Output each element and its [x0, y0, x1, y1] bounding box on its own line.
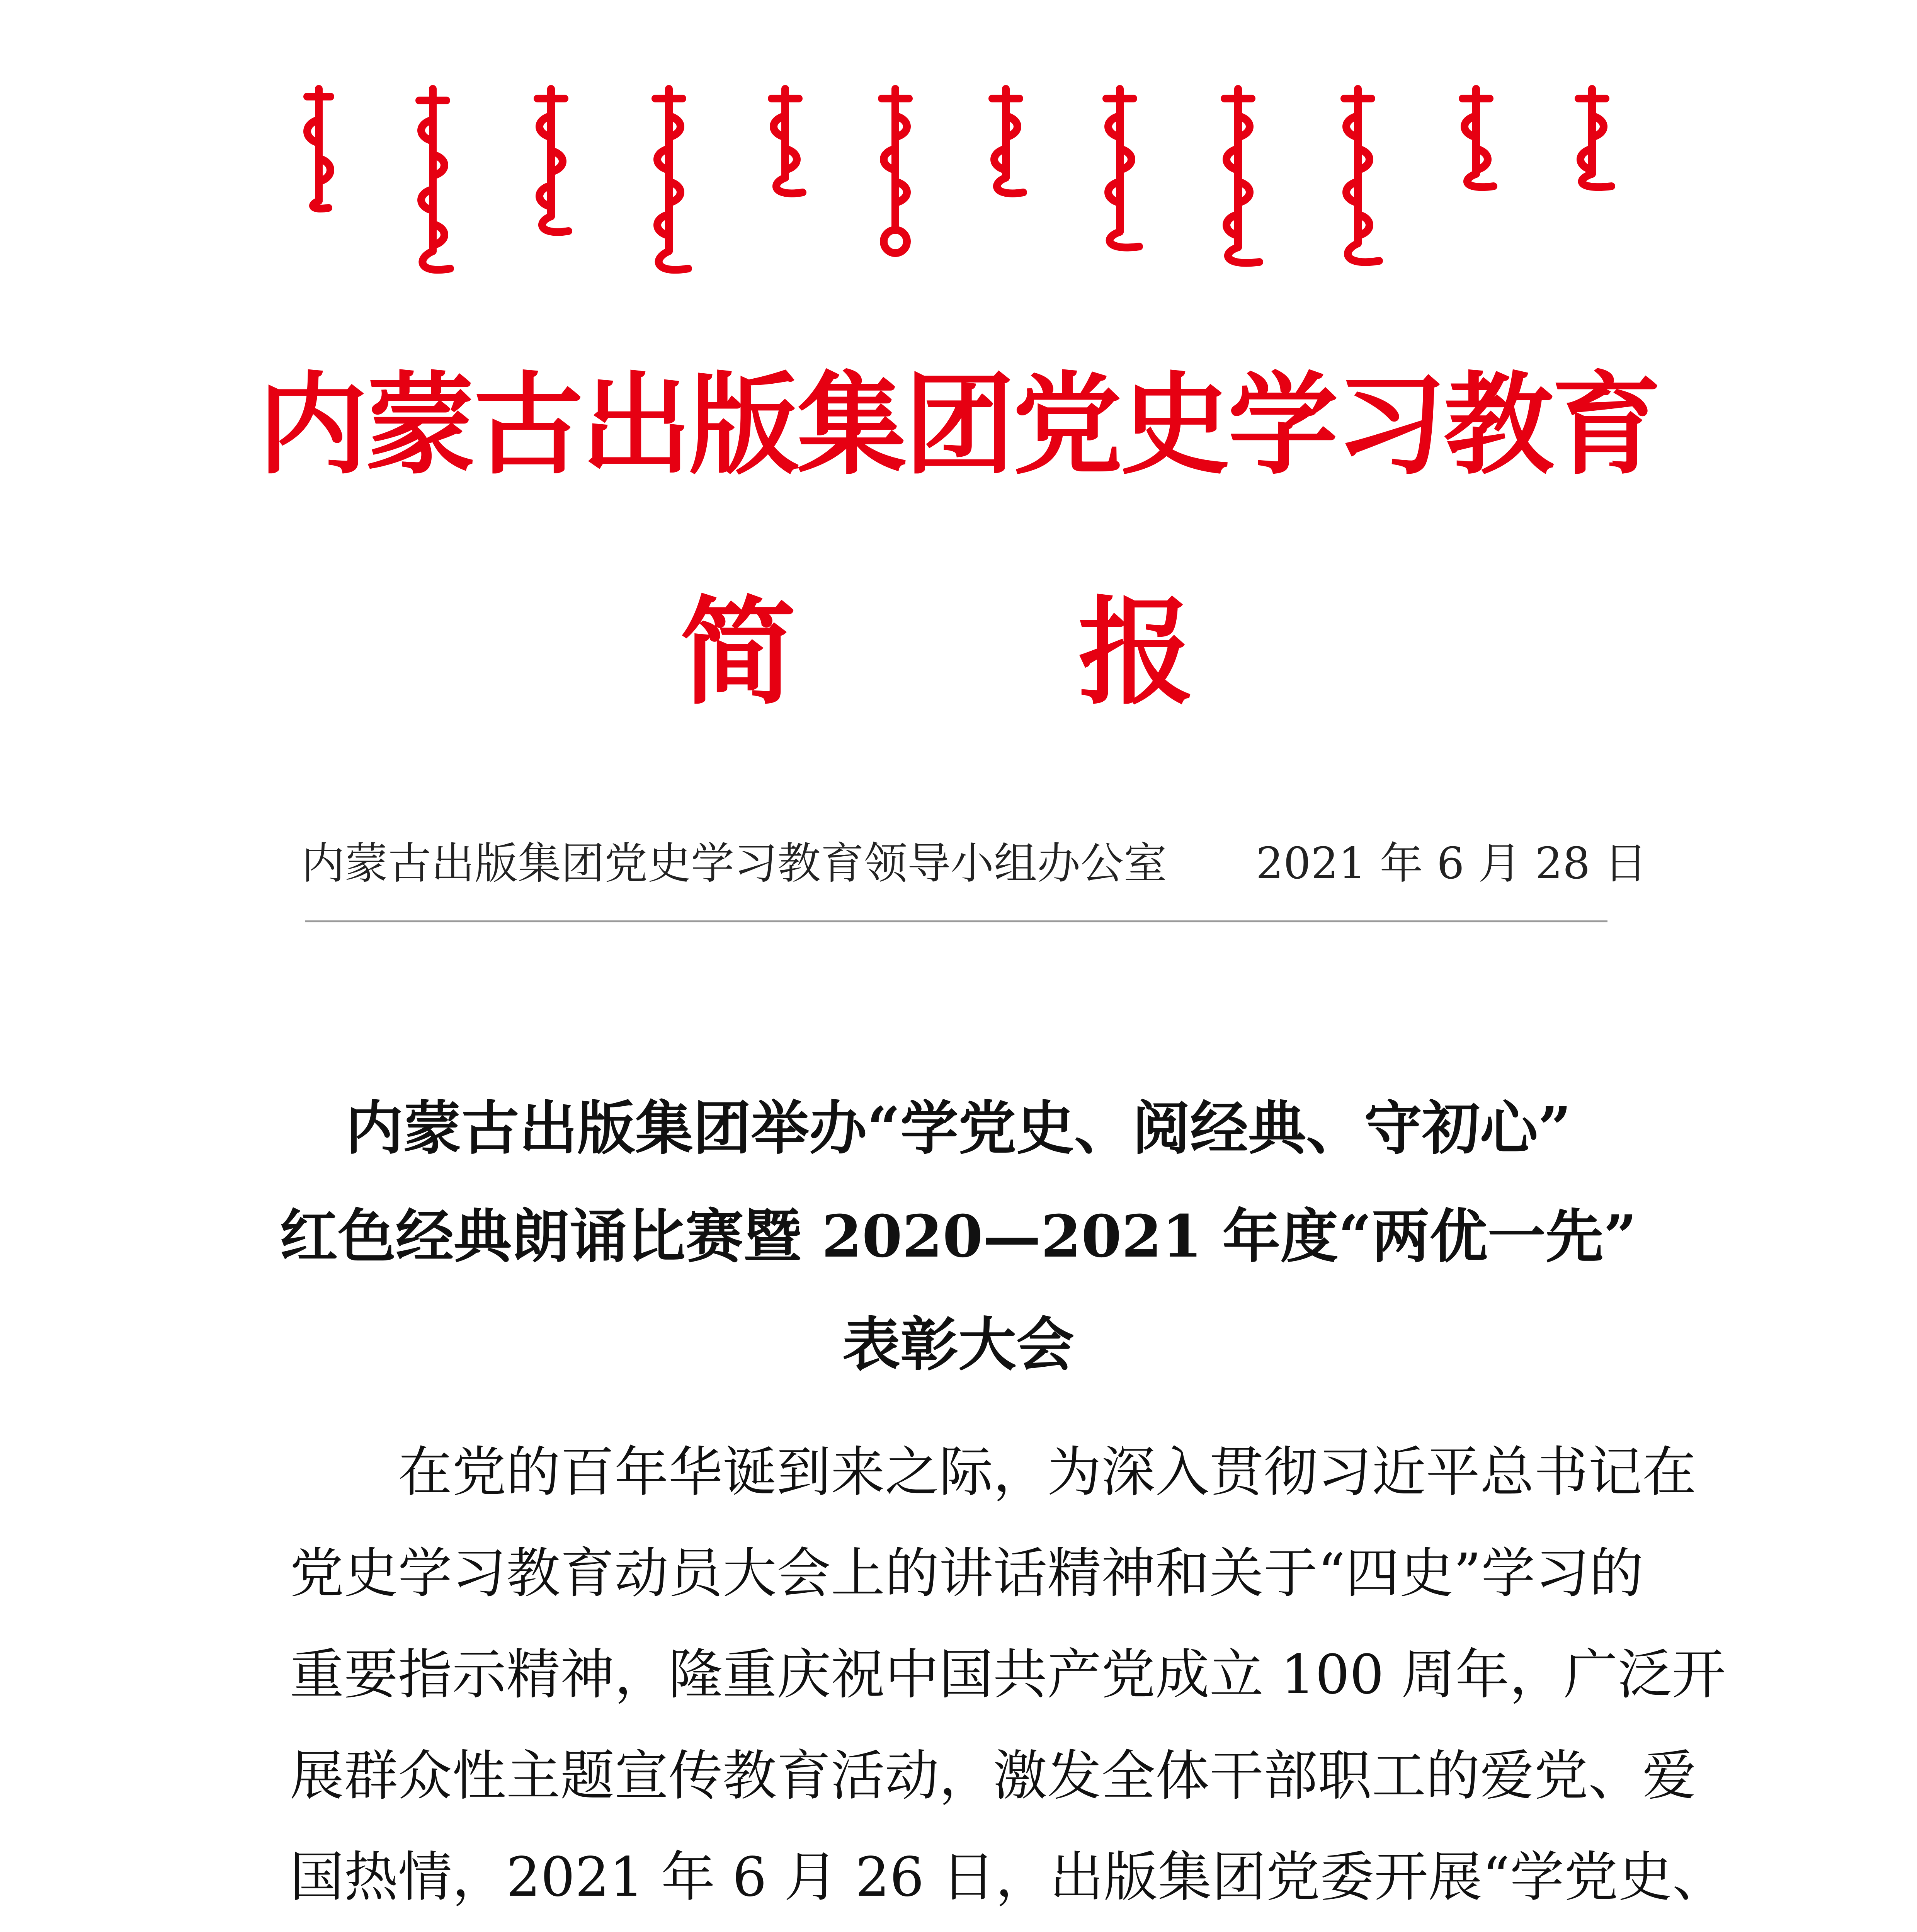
mongolian-word-6 [872, 85, 919, 259]
mongolian-word-2 [404, 85, 462, 278]
body-line: 重要指示精神，隆重庆祝中国共产党成立 100 周年，广泛开 [290, 1643, 1726, 1706]
headline-line: 内蒙古出版集团举办“学党史、阅经典、守初心” [345, 1094, 1572, 1162]
publication-title: 内蒙古出版集团党史学习教育 [258, 360, 1659, 490]
article-body [290, 1422, 1726, 1932]
issuer-office: 内蒙古出版集团党史学习教育领导小组办公室 [301, 838, 1167, 889]
body-line: 党史学习教育动员大会上的讲话精神和关于“四史”学习的 [290, 1542, 1644, 1605]
issue-date: 2021 年 6 月 28 日 [1256, 838, 1647, 889]
mongolian-word-1 [298, 85, 340, 213]
headline-line: 红色经典朗诵比赛暨 2020—2021 年度“两优一先” [280, 1202, 1637, 1270]
mongolian-word-3 [526, 85, 576, 240]
body-line [290, 1928, 1623, 1932]
publication-subtitle-right: 报 [1078, 585, 1194, 720]
mongolian-word-12 [1565, 85, 1619, 193]
mongolian-word-8 [1093, 85, 1147, 255]
mongolian-script-masthead [298, 85, 1619, 294]
header-divider [305, 920, 1607, 922]
mongolian-word-7 [983, 85, 1029, 201]
headline-line: 表彰大会 [842, 1311, 1074, 1379]
mongolian-word-5 [762, 85, 808, 201]
mongolian-word-10 [1329, 85, 1387, 270]
body-line: 在党的百年华诞到来之际，为深入贯彻习近平总书记在 [398, 1441, 1697, 1504]
article-headline [270, 1074, 1646, 1399]
mongolian-word-9 [1211, 85, 1265, 270]
publication-subtitle-left: 简 [680, 585, 796, 720]
body-line: 展群众性主题宣传教育活动，激发全体干部职工的爱党、爱 [290, 1745, 1697, 1808]
body-line: 国热情，2021 年 6 月 26 日，出版集团党委开展“学党史、 [290, 1846, 1726, 1909]
mongolian-word-11 [1451, 85, 1501, 193]
mongolian-word-4 [640, 85, 698, 278]
